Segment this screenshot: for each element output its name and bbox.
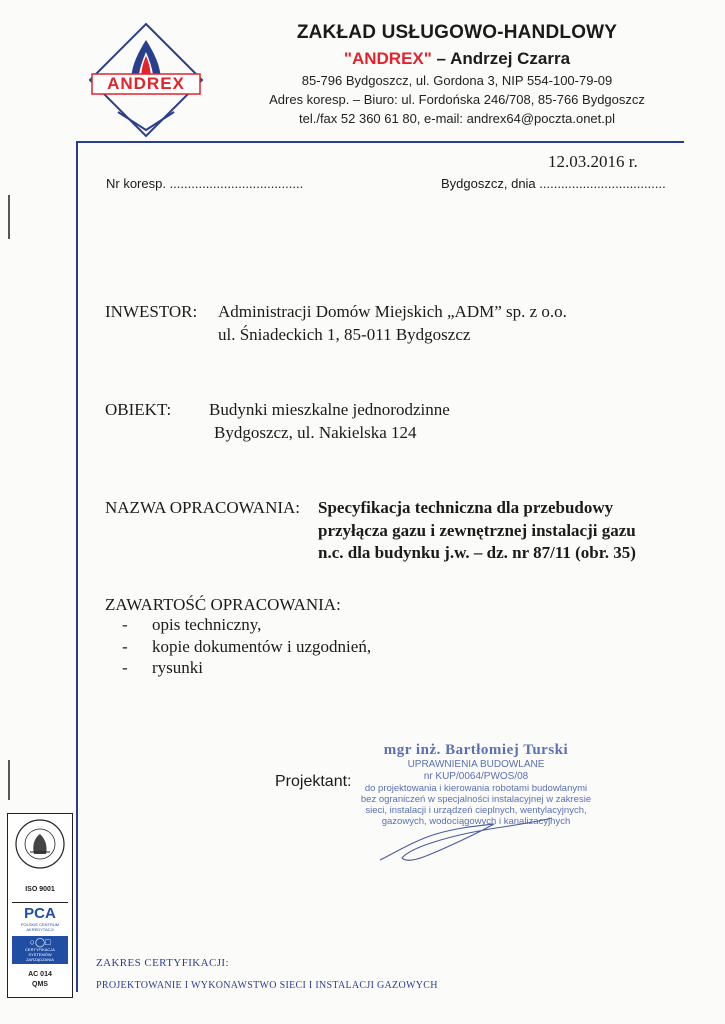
pca-sub4: SYSTEMÓW bbox=[28, 952, 52, 957]
pca-logo-text: PCA bbox=[24, 905, 56, 922]
projektant-label: Projektant: bbox=[275, 773, 352, 790]
inwestor-line1: Administracji Domów Miejskich „ADM” sp. z o.o. bbox=[218, 302, 567, 321]
punch-mark-bottom bbox=[8, 760, 10, 800]
pca-sub3: CERTYFIKACJA bbox=[25, 947, 55, 952]
stamp-name: mgr inż. Bartłomiej Turski bbox=[383, 742, 569, 758]
company-name: ZAKŁAD USŁUGOWO-HANDLOWY bbox=[296, 22, 618, 43]
iso-label: ISO 9001 bbox=[25, 886, 55, 893]
company-owner: Andrzej Czarra bbox=[450, 49, 571, 68]
nazwa-label: NAZWA OPRACOWANIA: bbox=[105, 498, 301, 517]
pca-chain-icon: ○◯□ bbox=[29, 937, 51, 947]
header-divider bbox=[76, 141, 684, 143]
stamp-line5: sieci, instalacji i urządzeń cieplnych, wentylacyjnych, bbox=[365, 805, 587, 816]
certification-box bbox=[7, 813, 73, 998]
stamp-line3: do projektowania i kierowania robotami budowlanymi bbox=[364, 783, 588, 794]
company-correspondence: Adres koresp. – Biuro: ul. Fordońska 246/708, 85-766 Bydgoszcz bbox=[269, 92, 645, 107]
stamp-line2: nr KUP/0064/PWOS/08 bbox=[423, 771, 529, 782]
prs-seal-icon bbox=[14, 818, 66, 870]
list-item-text: rysunki bbox=[152, 658, 203, 677]
obiekt-line1: Budynki mieszkalne jednorodzinne bbox=[209, 400, 450, 419]
company-header bbox=[232, 22, 682, 126]
inwestor-line2: ul. Śniadeckich 1, 85-011 Bydgoszcz bbox=[218, 325, 471, 344]
company-brand-line bbox=[232, 49, 682, 69]
stamp-line4: bez ograniczeń w specjalności instalacyjnej w zakresie bbox=[360, 794, 592, 805]
list-item-text: opis techniczny, bbox=[152, 615, 262, 634]
pca-sub2: AKREDYTACJI bbox=[26, 927, 54, 932]
inwestor-label: INWESTOR: bbox=[105, 302, 198, 321]
company-dash: – bbox=[431, 49, 451, 68]
list-item bbox=[122, 658, 203, 678]
stamp-line1: UPRAWNIENIA BUDOWLANE bbox=[407, 759, 545, 770]
stamp-line6: gazowych, wodociągowych i kanalizacyjnych bbox=[381, 816, 571, 827]
list-item-text: kopie dokumentów i uzgodnień, bbox=[152, 637, 372, 656]
zawartosc-label: ZAWARTOŚĆ OPRACOWANIA: bbox=[105, 595, 341, 614]
pca-logo bbox=[12, 902, 68, 964]
zakres-value: PROJEKTOWANIE I WYKONAWSTWO SIECI I INSTALACJI GAZOWYCH bbox=[96, 980, 438, 991]
city-date-field: Bydgoszcz, dnia ................................... bbox=[441, 176, 666, 191]
document-date: 12.03.2016 r. bbox=[548, 152, 638, 171]
nazwa-line3: n.c. dla budynku j.w. – dz. nr 87/11 (obr. 35) bbox=[318, 543, 636, 562]
obiekt-line2: Bydgoszcz, ul. Nakielska 124 bbox=[214, 423, 417, 442]
punch-mark-top bbox=[8, 195, 10, 239]
signature bbox=[376, 812, 556, 872]
ac-label: AC 014 bbox=[28, 971, 52, 978]
list-item bbox=[122, 637, 371, 657]
list-bullet: - bbox=[122, 658, 128, 677]
nazwa-line1: Specyfikacja techniczna dla przebudowy bbox=[318, 498, 614, 517]
pca-sub1: POLSKIE CENTRUM bbox=[20, 922, 60, 927]
zakres-title: ZAKRES CERTYFIKACJI: bbox=[96, 957, 229, 969]
list-bullet: - bbox=[122, 637, 128, 656]
andrex-logo bbox=[88, 22, 204, 138]
company-contact: tel./fax 52 360 61 80, e-mail: andrex64@poczta.onet.pl bbox=[298, 111, 615, 126]
company-brand: "ANDREX" bbox=[343, 49, 432, 68]
nazwa-line2: przyłącza gazu i zewnętrznej instalacji gazu bbox=[318, 521, 636, 540]
obiekt-label: OBIEKT: bbox=[105, 400, 172, 419]
list-bullet: - bbox=[122, 615, 128, 634]
pca-cert-band bbox=[12, 936, 68, 964]
company-address: 85-796 Bydgoszcz, ul. Gordona 3, NIP 554-100-79-09 bbox=[301, 73, 613, 88]
pca-sub5: ZARZĄDZANIA bbox=[26, 957, 54, 962]
left-margin-line bbox=[76, 141, 78, 992]
logo-text: ANDREX bbox=[107, 74, 185, 93]
qms-label: QMS bbox=[32, 981, 48, 988]
nr-koresp-field: Nr koresp. ..................................... bbox=[106, 176, 304, 191]
list-item bbox=[122, 615, 261, 635]
